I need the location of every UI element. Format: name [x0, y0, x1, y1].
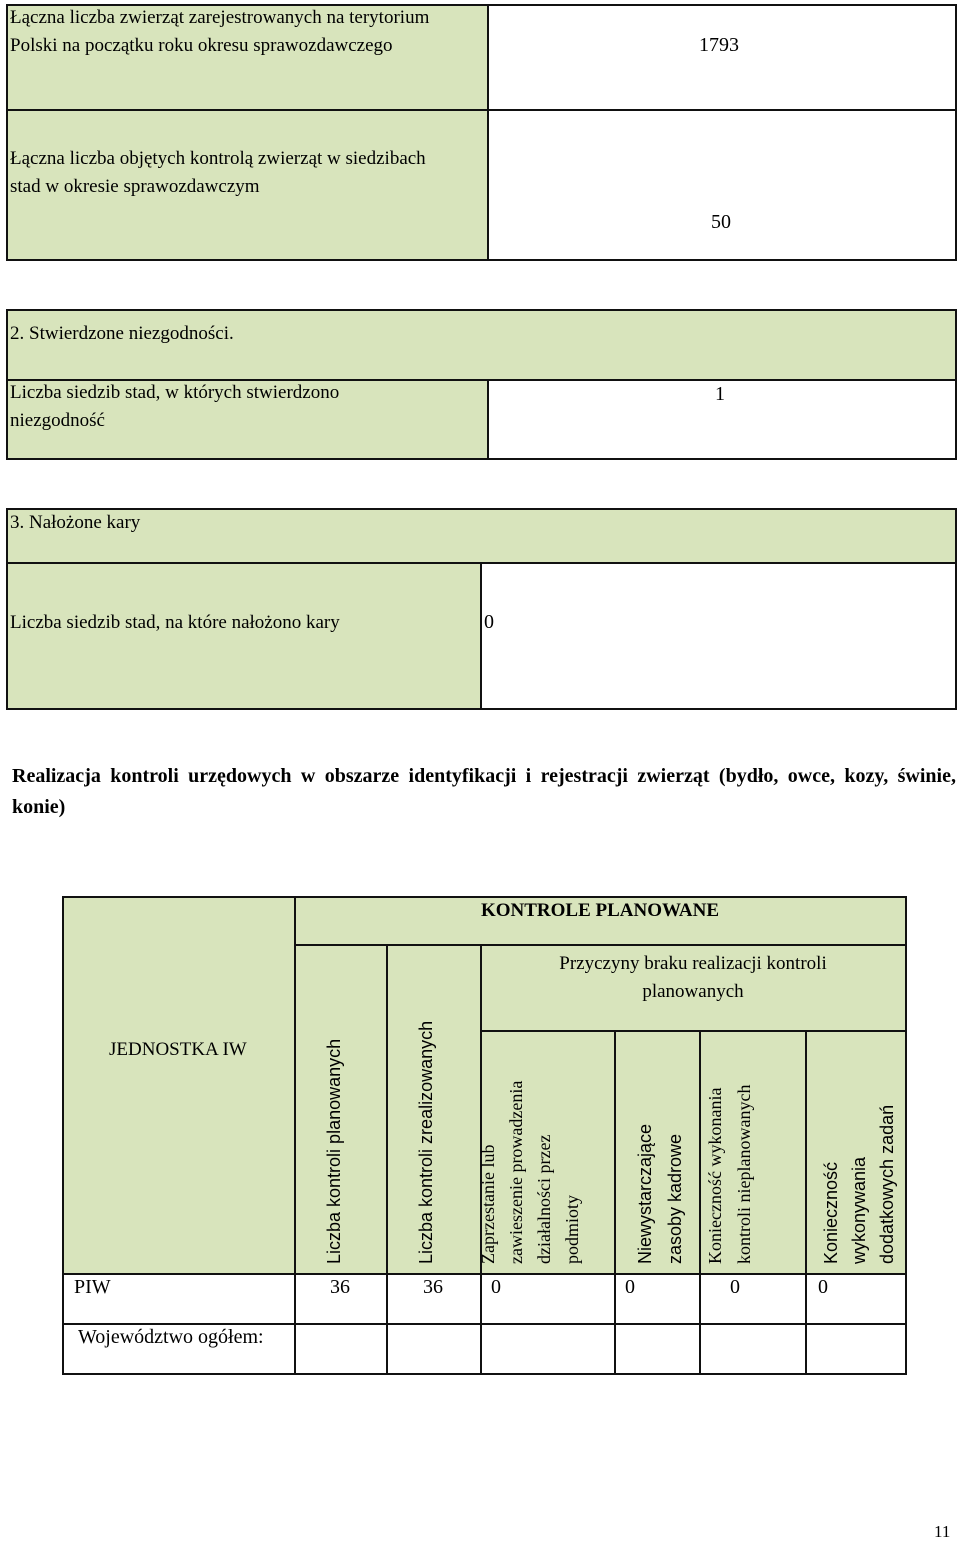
col-reason3-label: Konieczność wykonania kontroli nieplanowanych	[705, 1084, 754, 1264]
penalties-label: Liczba siedzib stad, na które nałożono kary	[10, 612, 340, 633]
table-bottom-border	[62, 1373, 907, 1375]
row-realized: 36	[423, 1276, 443, 1298]
penalties-heading: 3. Nałożone kary	[10, 512, 141, 533]
row-reason3: 0	[730, 1276, 740, 1298]
row-reason4: 0	[818, 1276, 828, 1298]
table-line-row1-bottom	[62, 1323, 907, 1325]
col-reason1-label: Zaprzestanie lub zawieszenie prowadzenia działalności przez podmioty	[478, 1080, 582, 1264]
table-right-border	[905, 896, 907, 1375]
row-reason1: 0	[491, 1276, 501, 1298]
col-realized-header	[388, 946, 480, 1273]
row-unit: PIW	[74, 1276, 111, 1298]
unit-header: JEDNOSTKA IW	[109, 1039, 247, 1060]
col-reason1-header	[478, 1032, 614, 1273]
table-line-header-bottom	[62, 1273, 907, 1275]
penalties-value: 0	[484, 611, 494, 633]
table-left-border	[62, 896, 64, 1375]
page-number: 11	[934, 1522, 951, 1541]
nonconformity-label: Liczba siedzib stad, w których stwierdzono niezgodność	[10, 382, 340, 431]
controlled-animals-value: 50	[711, 211, 731, 233]
nonconformity-value: 1	[715, 383, 725, 405]
unit-header-bg	[62, 896, 296, 1275]
registered-animals-value: 1793	[699, 34, 739, 56]
row-planned: 36	[330, 1276, 350, 1298]
realization-title: Realizacja kontroli urzędowych w obszarze identyfikacji i rejestracji zwierząt (bydło, owce, kozy, świnie, konie)	[12, 765, 956, 818]
nonconformity-heading: 2. Stwierdzone niezgodności.	[10, 323, 234, 344]
row-unit: Województwo ogółem:	[78, 1326, 264, 1348]
col-reason3-header	[701, 1032, 805, 1273]
col-reason2-label: Niewystarczające zasoby kadrowe	[635, 1123, 685, 1264]
col-reason4-label: Konieczność wykonywania dodatkowych zadań	[821, 1104, 897, 1264]
reasons-header: Przyczyny braku realizacji kontroli planowanych	[559, 953, 827, 1002]
col-realized-label: Liczba kontroli zrealizowanych	[416, 1020, 436, 1264]
col-reason2-header	[616, 1032, 699, 1273]
col-planned-label: Liczba kontroli planowanych	[324, 1038, 344, 1264]
controlled-animals-label: Łączna liczba objętych kontrolą zwierząt w siedzibach stad w okresie sprawozdawczym	[10, 148, 426, 197]
row-reason2: 0	[625, 1276, 635, 1298]
col-planned-header	[296, 946, 386, 1273]
planned-controls-header: KONTROLE PLANOWANE	[480, 900, 720, 921]
col-reason4-header	[807, 1032, 905, 1273]
registered-animals-label: Łączna liczba zwierząt zarejestrowanych na terytorium Polski na początku roku okresu sprawozdawczego	[10, 7, 430, 56]
